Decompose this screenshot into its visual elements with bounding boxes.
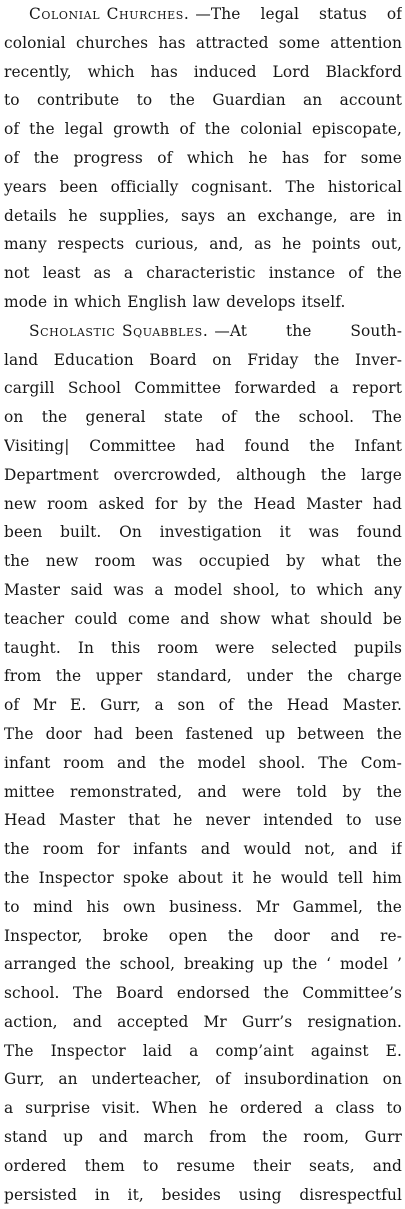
article-text-line: on the general state of the school. The: [4, 408, 402, 427]
article-heading: Colonial Churches.: [29, 5, 190, 23]
article-text-line: The door had been fastened up between the: [4, 724, 402, 743]
article-text-line: to mind his own business. Mr Gammel, the: [4, 897, 402, 916]
article-text-line: of Mr E. Gurr, a son of the Head Master.: [4, 696, 402, 715]
article-text-line: —The legal status of: [195, 5, 402, 23]
article-text-line: the room for infants and would not, and if: [4, 840, 402, 859]
article-text-line: Master said was a model shool, to which any: [4, 580, 402, 599]
article-text-line: of the progress of which he has for some: [4, 148, 402, 167]
article-first-line: [4, 317, 402, 346]
article-text-line: arranged the school, breaking up the ‘ model ’: [4, 955, 402, 974]
article-text-line: cargill School Committee forwarded a report: [4, 379, 402, 398]
article-text-line: Gurr, an underteacher, of insubordination on: [4, 1070, 402, 1089]
article-text-line: the new room was occupied by what the: [4, 552, 402, 571]
article-colonial-churches: [4, 0, 402, 317]
article-text-line: Head Master that he never intended to use: [4, 811, 402, 830]
article-text-line: a surprise visit. When he ordered a class to: [4, 1099, 402, 1118]
article-text-line: years been officially cognisant. The historical: [4, 177, 402, 196]
article-heading: Scholastic Squabbles.: [29, 321, 209, 340]
article-text-line: mode in which English law develops itself.: [4, 292, 346, 311]
article-text-line: Visiting| Committee had found the Infant: [4, 436, 402, 455]
article-text-line: from the upper standard, under the charge: [4, 667, 402, 686]
article-first-line: [4, 0, 402, 29]
article-text-line: details he supplies, says an exchange, are in: [4, 206, 402, 225]
article-scholastic-squabbles: [4, 317, 402, 1209]
article-text-line: Department overcrowded, although the large: [4, 465, 402, 484]
article-text-line: Inspector, broke open the door and re-: [4, 926, 402, 945]
article-text-line: action, and accepted Mr Gurr’s resignation.: [4, 1012, 402, 1031]
article-text-line: recently, which has induced Lord Blackford: [4, 62, 402, 81]
article-text-line: colonial churches has attracted some attention: [4, 33, 402, 52]
article-text-line: of the legal growth of the colonial episcopate,: [4, 120, 402, 139]
article-text-line: taught. In this room were selected pupils: [4, 638, 402, 657]
article-text-line: to contribute to the Guardian an account: [4, 91, 402, 110]
article-text-line: infant room and the model shool. The Com-: [4, 753, 402, 772]
article-text-line: school. The Board endorsed the Committee’s: [4, 984, 402, 1003]
article-text-line: stand up and march from the room, Gurr: [4, 1128, 402, 1147]
article-text-line: new room asked for by the Head Master had: [4, 494, 402, 513]
article-text-line: teacher could come and show what should be: [4, 609, 402, 628]
article-text-line: The Inspector laid a comp’aint against E.: [4, 1041, 402, 1060]
article-text-line: land Education Board on Friday the Inver-: [4, 350, 402, 369]
article-text-line: mittee remonstrated, and were told by the: [4, 782, 402, 801]
article-text-line: the Inspector spoke about it he would tell him: [4, 868, 402, 887]
article-text-line: persisted in it, besides using disrespectful: [4, 1185, 402, 1204]
article-text-line: not least as a characteristic instance of the: [4, 264, 402, 283]
article-text-line: many respects curious, and, as he points out,: [4, 235, 402, 254]
article-text-line: —At the South-: [214, 321, 402, 340]
article-text-line: been built. On investigation it was found: [4, 523, 402, 542]
article-text-line: ordered them to resume their seats, and: [4, 1156, 402, 1175]
